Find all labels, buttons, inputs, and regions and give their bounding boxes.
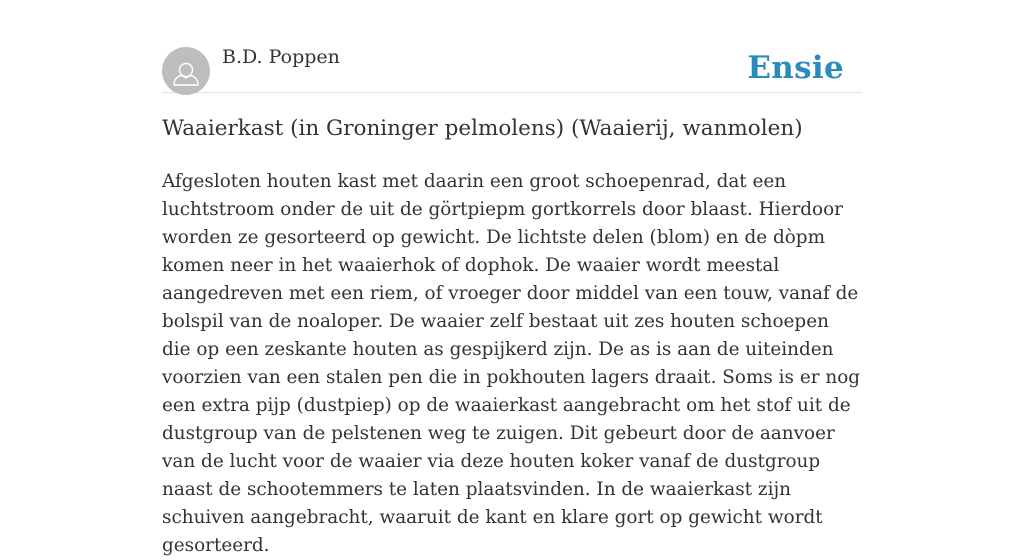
brand-logo[interactable]: Ensie bbox=[747, 50, 844, 86]
page-container bbox=[162, 0, 862, 556]
author-name[interactable]: B.D. Poppen bbox=[222, 46, 340, 68]
header bbox=[162, 0, 862, 93]
user-icon bbox=[162, 47, 210, 95]
entry-text: Afgesloten houten kast met daarin een groot schoepenrad, dat een luchtstroom onder de uit de görtpiepm gortkorrels door blaast. Hierdoor worden ze gesorteerd op gewicht. De lichtste delen (blom) en de dòpm komen neer in het waaierhok of dophok. De waaier wordt meestal aangedreven met een riem, of vroeger door middel van een touw, vanaf de bolspil van de noaloper. De waaier zelf bestaat uit zes houten schoepen die op een zeskante houten as gespijkerd zijn. De as is aan de uiteinden voorzien van een stalen pen die in pokhouten lagers draait. Soms is er nog een extra pijp (dustpiep) op de waaierkast aangebracht om het stof uit de dustgroup van de pelstenen weg te zuigen. Dit gebeurt door de aanvoer van de lucht voor de waaier via deze houten koker vanaf de dustgroup naast de schootemmers te laten plaatsvinden. In de waaierkast zijn schuiven aangebracht, waaruit de kant en klare gort op gewicht wordt gesorteerd. bbox=[162, 171, 861, 556]
avatar[interactable] bbox=[162, 47, 210, 95]
entry-title: Waaierkast (in Groninger pelmolens) (Waaierij, wanmolen) bbox=[162, 116, 803, 141]
